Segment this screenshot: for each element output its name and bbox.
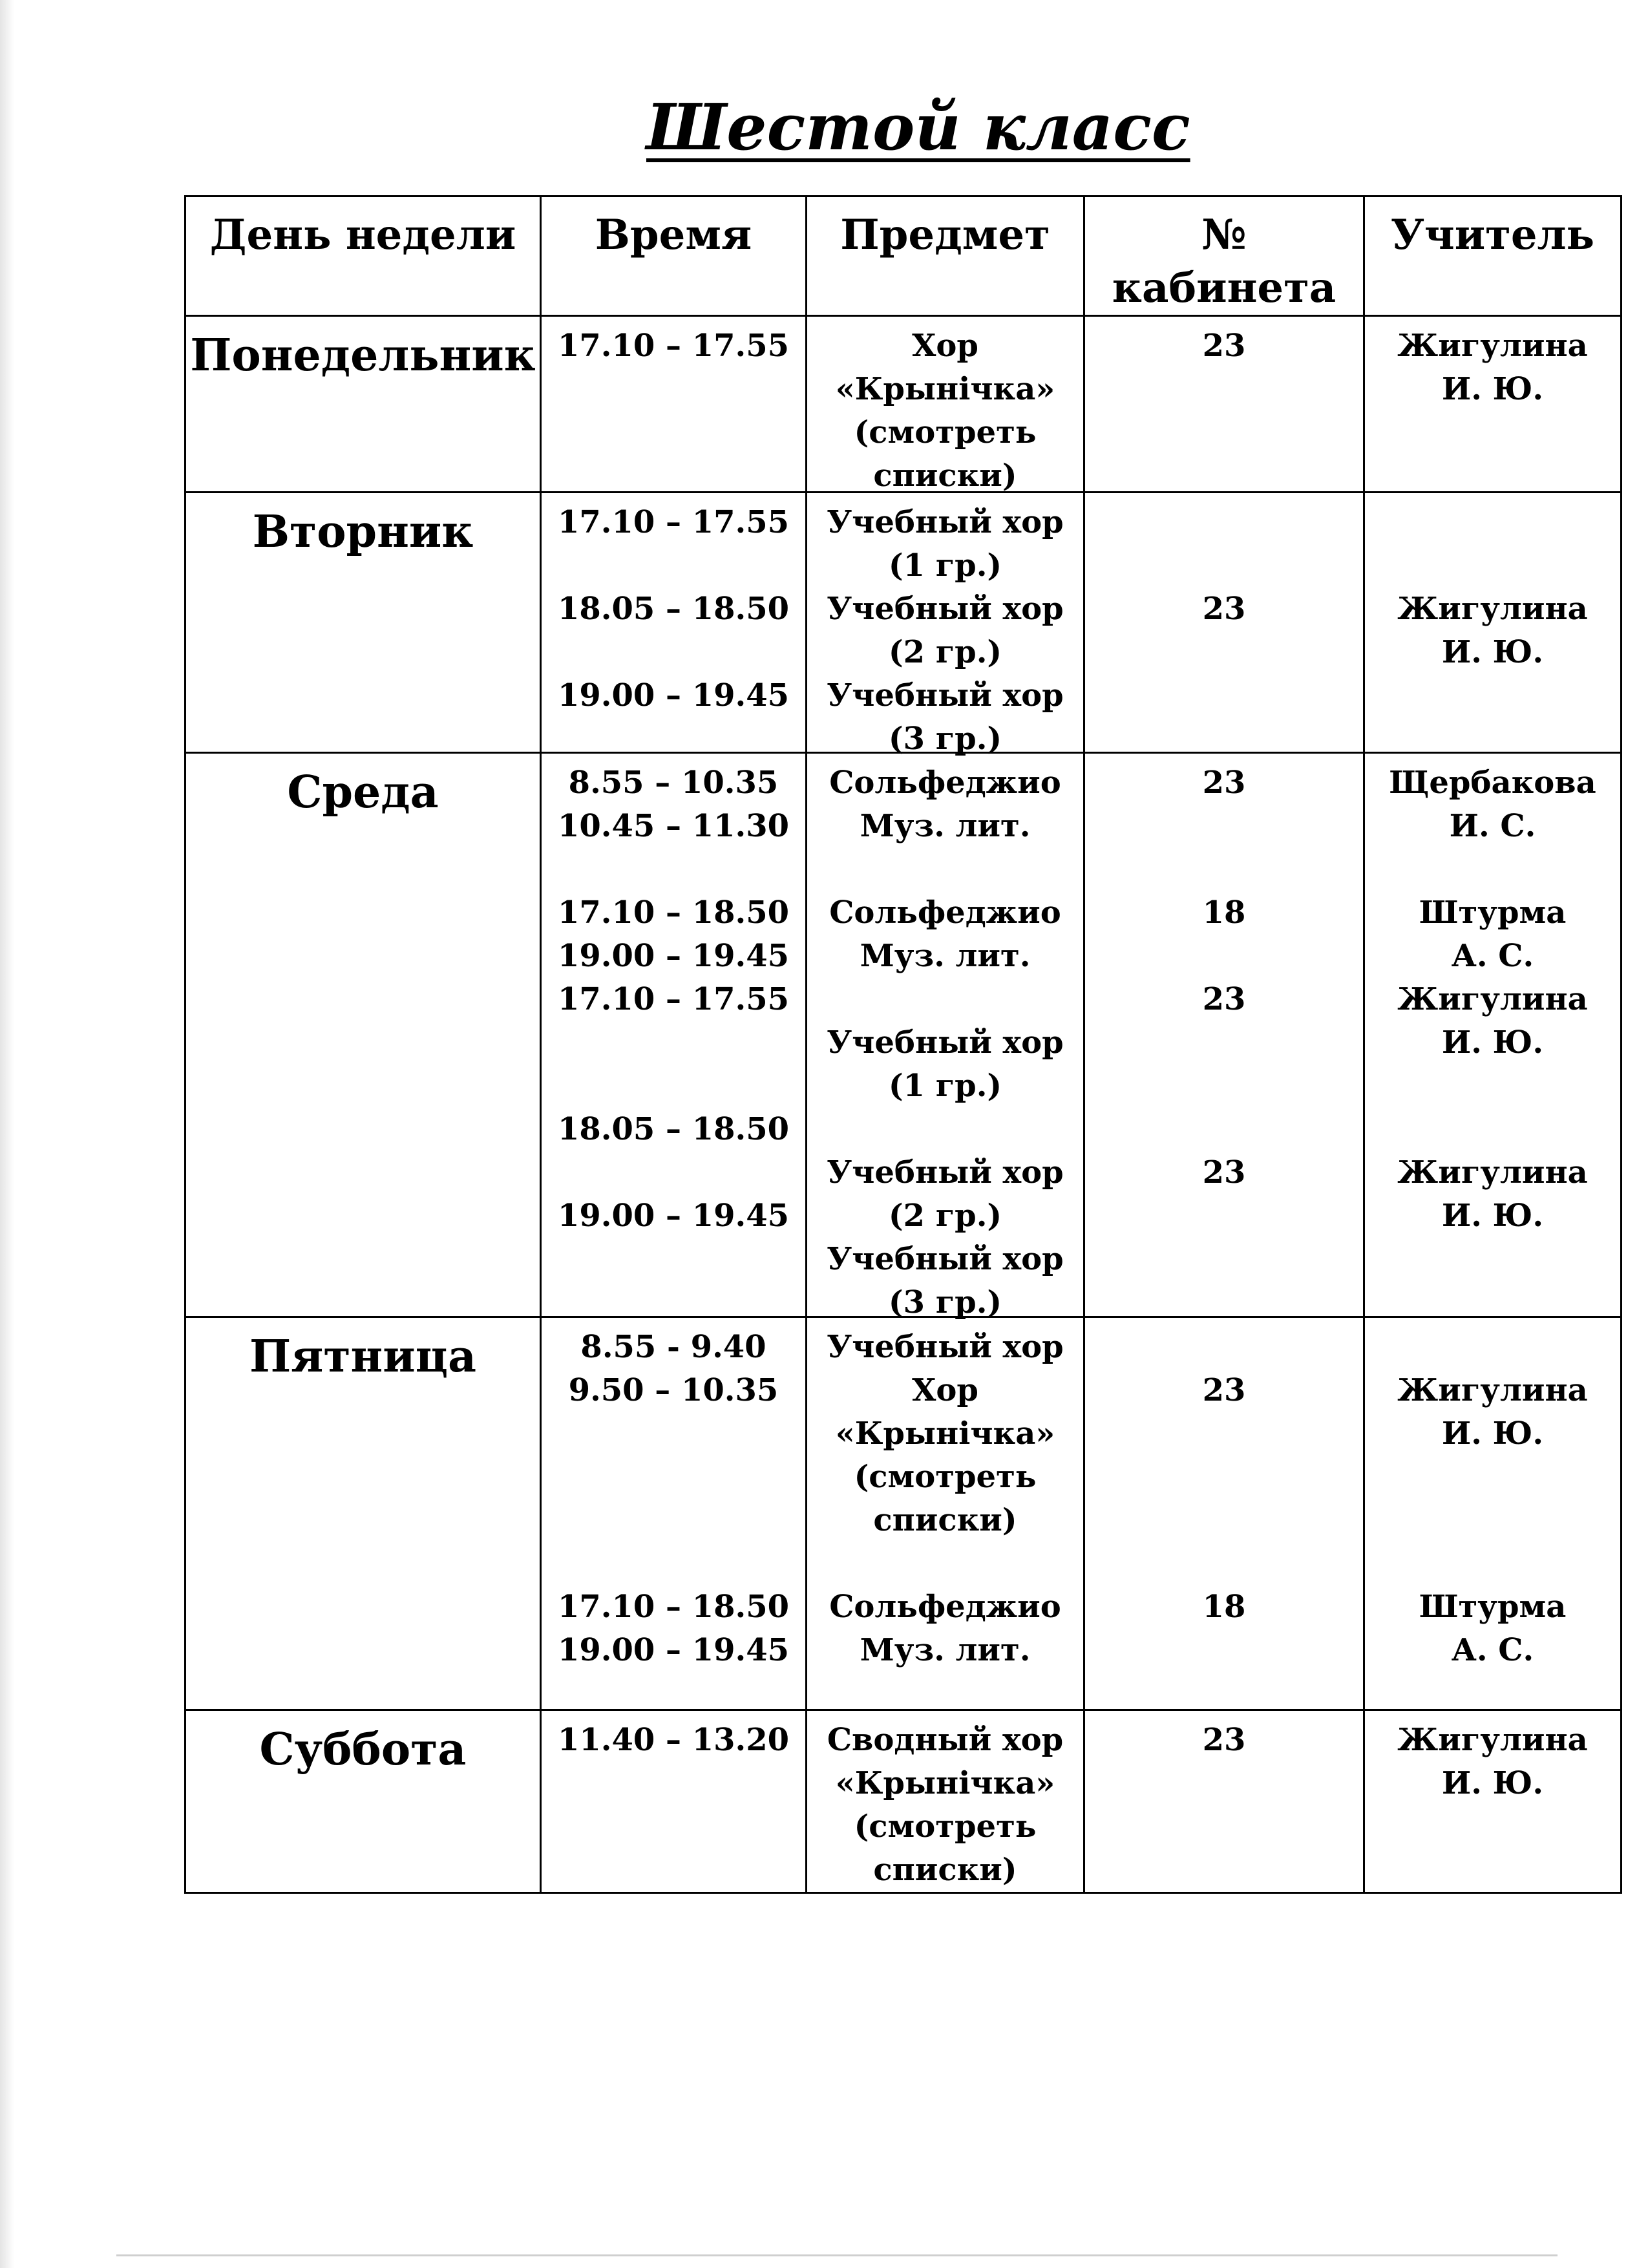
time-cell — [540, 1711, 805, 1892]
subject-cell — [805, 1711, 1083, 1892]
time-cell — [540, 754, 805, 1316]
subject-cell — [805, 1318, 1083, 1709]
room-cell-line: 18 — [1202, 895, 1246, 931]
day-cell: Пятница — [249, 1331, 477, 1383]
room-cell — [1083, 1318, 1363, 1709]
day-cell: Среда — [287, 767, 439, 818]
subject-cell-line: Муз. лит. — [860, 808, 1031, 844]
subject-cell — [805, 754, 1083, 1320]
schedule-table — [184, 195, 1622, 1894]
room-cell-line: 23 — [1202, 765, 1246, 801]
teacher-cell-line: А. С. — [1451, 1632, 1534, 1668]
subject-cell-line: (смотреть — [854, 1459, 1037, 1495]
teacher-cell-line — [1365, 1456, 1620, 1499]
room-cell-line — [1085, 848, 1363, 891]
room-cell — [1083, 1711, 1363, 1892]
subject-cell-line: (3 гр.) — [888, 721, 1002, 757]
header-room — [1083, 197, 1363, 315]
teacher-cell-line: И. Ю. — [1441, 1198, 1544, 1234]
teacher-cell-line: Жигулина — [1397, 1154, 1588, 1191]
table-row-wednesday — [186, 752, 1620, 1320]
room-cell-line: 23 — [1202, 981, 1246, 1017]
time-cell — [540, 1318, 805, 1709]
room-cell-line — [1085, 935, 1363, 978]
subject-cell-line: списки) — [873, 1502, 1017, 1538]
teacher-cell — [1363, 754, 1620, 1316]
subject-cell-line — [807, 848, 1083, 891]
time-cell-line: 8.55 – 10.35 — [568, 765, 779, 801]
time-cell-line — [542, 1065, 805, 1108]
teacher-cell-line: И. Ю. — [1441, 634, 1544, 670]
teacher-cell-line: И. Ю. — [1441, 1415, 1544, 1452]
room-cell-line: 23 — [1202, 1372, 1246, 1408]
scan-edge — [0, 0, 14, 2268]
subject-cell-line: Учебный хор — [827, 1329, 1064, 1365]
time-cell-line — [542, 1151, 805, 1194]
teacher-cell-line: Жигулина — [1397, 328, 1588, 364]
time-cell-line: 19.00 – 19.45 — [557, 938, 790, 974]
room-cell-line — [1085, 805, 1363, 848]
room-cell-line: 23 — [1202, 1154, 1246, 1191]
subject-cell-line: «Крынічка» — [835, 1765, 1055, 1801]
room-cell-line — [1085, 1108, 1363, 1151]
time-cell-line: 17.10 – 18.50 — [557, 1589, 790, 1625]
table-row-monday — [186, 315, 1620, 494]
teacher-cell-line — [1365, 1108, 1620, 1151]
subject-cell-line: списки) — [873, 1852, 1017, 1888]
subject-cell-line: Учебный хор — [827, 1241, 1064, 1277]
teacher-cell-line: Штурма — [1419, 1589, 1567, 1625]
room-cell-line — [1085, 544, 1363, 588]
time-cell-line — [542, 848, 805, 891]
subject-cell-line: Муз. лит. — [860, 938, 1031, 974]
room-cell-line: 23 — [1202, 328, 1246, 364]
subject-cell-line: Хор — [912, 1372, 978, 1408]
teacher-cell-line: И. Ю. — [1441, 1765, 1544, 1801]
subject-cell-line: (смотреть — [854, 414, 1037, 450]
time-cell-line: 17.10 – 17.55 — [557, 981, 790, 1017]
teacher-cell-line: Жигулина — [1397, 981, 1588, 1017]
time-cell-line: 19.00 – 19.45 — [557, 1198, 790, 1234]
header-teacher: Учитель — [1363, 197, 1620, 315]
time-cell-line: 19.00 – 19.45 — [557, 677, 790, 714]
header-subject: Предмет — [805, 197, 1083, 315]
room-cell-line: 18 — [1202, 1589, 1246, 1625]
teacher-cell-line — [1365, 848, 1620, 891]
teacher-cell-line: Жигулина — [1397, 1372, 1588, 1408]
time-cell-line: 10.45 – 11.30 — [557, 808, 790, 844]
scan-bottom-line — [116, 2254, 1558, 2256]
time-cell — [540, 317, 805, 491]
subject-cell-line: Муз. лит. — [860, 1632, 1031, 1668]
teacher-cell-line — [1365, 1542, 1620, 1585]
subject-cell-line: (1 гр.) — [888, 1068, 1002, 1104]
subject-cell-line — [807, 978, 1083, 1021]
subject-cell-line — [807, 1542, 1083, 1585]
subject-cell-line: «Крынічка» — [835, 371, 1055, 407]
day-cell: Понедельник — [190, 330, 536, 381]
time-cell-line: 9.50 – 10.35 — [568, 1372, 779, 1408]
room-cell-line: 23 — [1202, 591, 1246, 627]
header-time: Время — [540, 197, 805, 315]
teacher-cell-line: Штурма — [1419, 895, 1567, 931]
page-title: Шестой класс — [646, 90, 1190, 165]
teacher-cell — [1363, 493, 1620, 752]
subject-cell-line: Учебный хор — [827, 677, 1064, 714]
teacher-cell-line: Щербакова — [1389, 765, 1596, 801]
subject-cell-line: (1 гр.) — [888, 547, 1002, 584]
subject-cell-line: Сольфеджио — [829, 765, 1061, 801]
time-cell-line: 18.05 – 18.50 — [557, 1111, 790, 1147]
time-cell-line — [542, 1456, 805, 1499]
room-cell-line — [1085, 1412, 1363, 1456]
header-day: День недели — [209, 211, 516, 259]
subject-cell-line: Учебный хор — [827, 1024, 1064, 1061]
header-room-line: № — [1201, 211, 1247, 259]
table-header-row — [186, 197, 1620, 315]
teacher-cell-line — [1365, 544, 1620, 588]
header-room-line: кабинета — [1112, 264, 1336, 312]
day-cell: Суббота — [259, 1724, 467, 1775]
teacher-cell-line: Жигулина — [1397, 591, 1588, 627]
time-cell-line — [542, 1021, 805, 1065]
teacher-cell-line — [1365, 1326, 1620, 1369]
teacher-cell-line: И. С. — [1449, 808, 1536, 844]
subject-cell-line: Учебный хор — [827, 504, 1064, 540]
subject-cell-line: Сольфеджио — [829, 1589, 1061, 1625]
room-cell-line — [1085, 1021, 1363, 1065]
time-cell-line — [542, 1542, 805, 1585]
time-cell-line: 18.05 – 18.50 — [557, 591, 790, 627]
teacher-cell-line — [1365, 1065, 1620, 1108]
room-cell-line — [1085, 1499, 1363, 1542]
time-cell-line — [542, 1499, 805, 1542]
subject-cell-line: (2 гр.) — [888, 1198, 1002, 1234]
subject-cell-line: «Крынічка» — [835, 1415, 1055, 1452]
room-cell — [1083, 493, 1363, 752]
time-cell-line — [542, 544, 805, 588]
subject-cell-line: списки) — [873, 458, 1017, 494]
room-cell-line: 23 — [1202, 1722, 1246, 1758]
time-cell-line: 17.10 – 17.55 — [557, 504, 790, 540]
time-cell-line: 19.00 – 19.45 — [557, 1632, 790, 1668]
table-row-tuesday — [186, 491, 1620, 757]
day-cell: Вторник — [252, 506, 474, 558]
teacher-cell — [1363, 317, 1620, 491]
subject-cell-line: Сводный хор — [827, 1722, 1064, 1758]
subject-cell — [805, 317, 1083, 494]
time-cell-line: 17.10 – 18.50 — [557, 895, 790, 931]
time-cell-line: 8.55 - 9.40 — [580, 1329, 766, 1365]
time-cell-line — [542, 1412, 805, 1456]
time-cell — [540, 493, 805, 752]
table-row-friday — [186, 1316, 1620, 1709]
room-cell — [1083, 754, 1363, 1316]
subject-cell-line: Сольфеджио — [829, 895, 1061, 931]
subject-cell — [805, 493, 1083, 757]
subject-cell-line: Хор — [912, 328, 978, 364]
subject-cell-line: Учебный хор — [827, 1154, 1064, 1191]
subject-cell-line: (2 гр.) — [888, 634, 1002, 670]
subject-cell-line: (смотреть — [854, 1808, 1037, 1845]
teacher-cell-line — [1365, 1499, 1620, 1542]
room-cell-line — [1085, 1326, 1363, 1369]
subject-cell-line — [807, 1108, 1083, 1151]
teacher-cell-line: И. Ю. — [1441, 1024, 1544, 1061]
teacher-cell — [1363, 1318, 1620, 1709]
subject-cell-line: Учебный хор — [827, 591, 1064, 627]
time-cell-line: 11.40 – 13.20 — [557, 1722, 790, 1758]
subject-cell-line: (3 гр.) — [888, 1284, 1002, 1320]
room-cell-line — [1085, 1065, 1363, 1108]
room-cell — [1083, 317, 1363, 491]
teacher-cell-line: А. С. — [1451, 938, 1534, 974]
teacher-cell — [1363, 1711, 1620, 1892]
table-row-saturday — [186, 1709, 1620, 1892]
teacher-cell-line — [1365, 501, 1620, 544]
time-cell-line — [542, 631, 805, 674]
room-cell-line — [1085, 1456, 1363, 1499]
room-cell-line — [1085, 1542, 1363, 1585]
time-cell-line: 17.10 – 17.55 — [557, 328, 790, 364]
teacher-cell-line: Жигулина — [1397, 1722, 1588, 1758]
room-cell-line — [1085, 501, 1363, 544]
teacher-cell-line: И. Ю. — [1441, 371, 1544, 407]
